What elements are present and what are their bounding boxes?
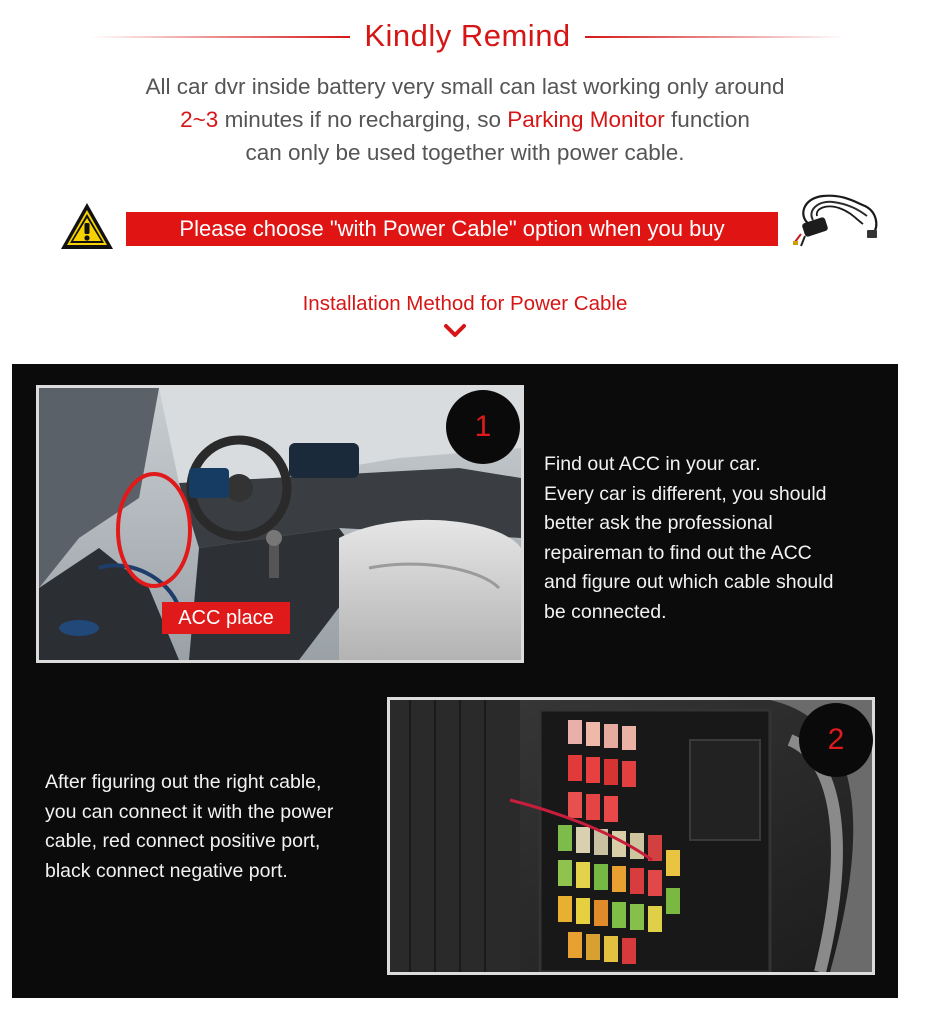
page-title: Kindly Remind [364, 18, 571, 53]
intro-line-1: All car dvr inside battery very small can last working only around [145, 74, 785, 99]
step-2-description [45, 768, 385, 886]
step-2-line: After figuring out the right cable, [45, 771, 322, 793]
intro-text [40, 70, 890, 169]
step-1-line: be connected. [544, 600, 667, 623]
step-1-number-badge: 1 [446, 390, 520, 464]
warning-triangle-icon [58, 200, 116, 252]
step-1-line: and figure out which cable should [544, 571, 834, 593]
title-rule-right [585, 36, 845, 38]
step-1-line: Every car is different, you should [544, 482, 827, 505]
intro-line-2 [40, 103, 890, 136]
intro-line-2-end: function [664, 107, 750, 132]
chevron-down-icon [443, 323, 467, 339]
installation-method-title: Installation Method for Power Cable [302, 292, 628, 315]
acc-place-label: ACC place [162, 602, 290, 634]
step-1-description [544, 450, 884, 627]
step-2-line: you can connect it with the power [45, 800, 334, 823]
step-2-line: black connect negative port. [45, 859, 288, 882]
intro-line-3: can only be used together with power cable. [245, 140, 685, 165]
duration-highlight: 2~3 [180, 107, 219, 132]
step-1-line: repaireman to find out the ACC [544, 541, 812, 564]
parking-monitor-highlight: Parking Monitor [507, 107, 665, 132]
step-1-line: Find out ACC in your car. [544, 453, 761, 475]
step-1-line: better ask the professional [544, 512, 773, 534]
title-rule-left [90, 36, 350, 38]
step-2-line: cable, red connect positive port, [45, 830, 321, 852]
power-cable-image [793, 186, 883, 256]
intro-line-2-mid: minutes if no recharging, so [218, 107, 508, 132]
power-cable-warning-banner: Please choose "with Power Cable" option when you buy [126, 212, 778, 246]
step-2-number-badge: 2 [799, 703, 873, 777]
